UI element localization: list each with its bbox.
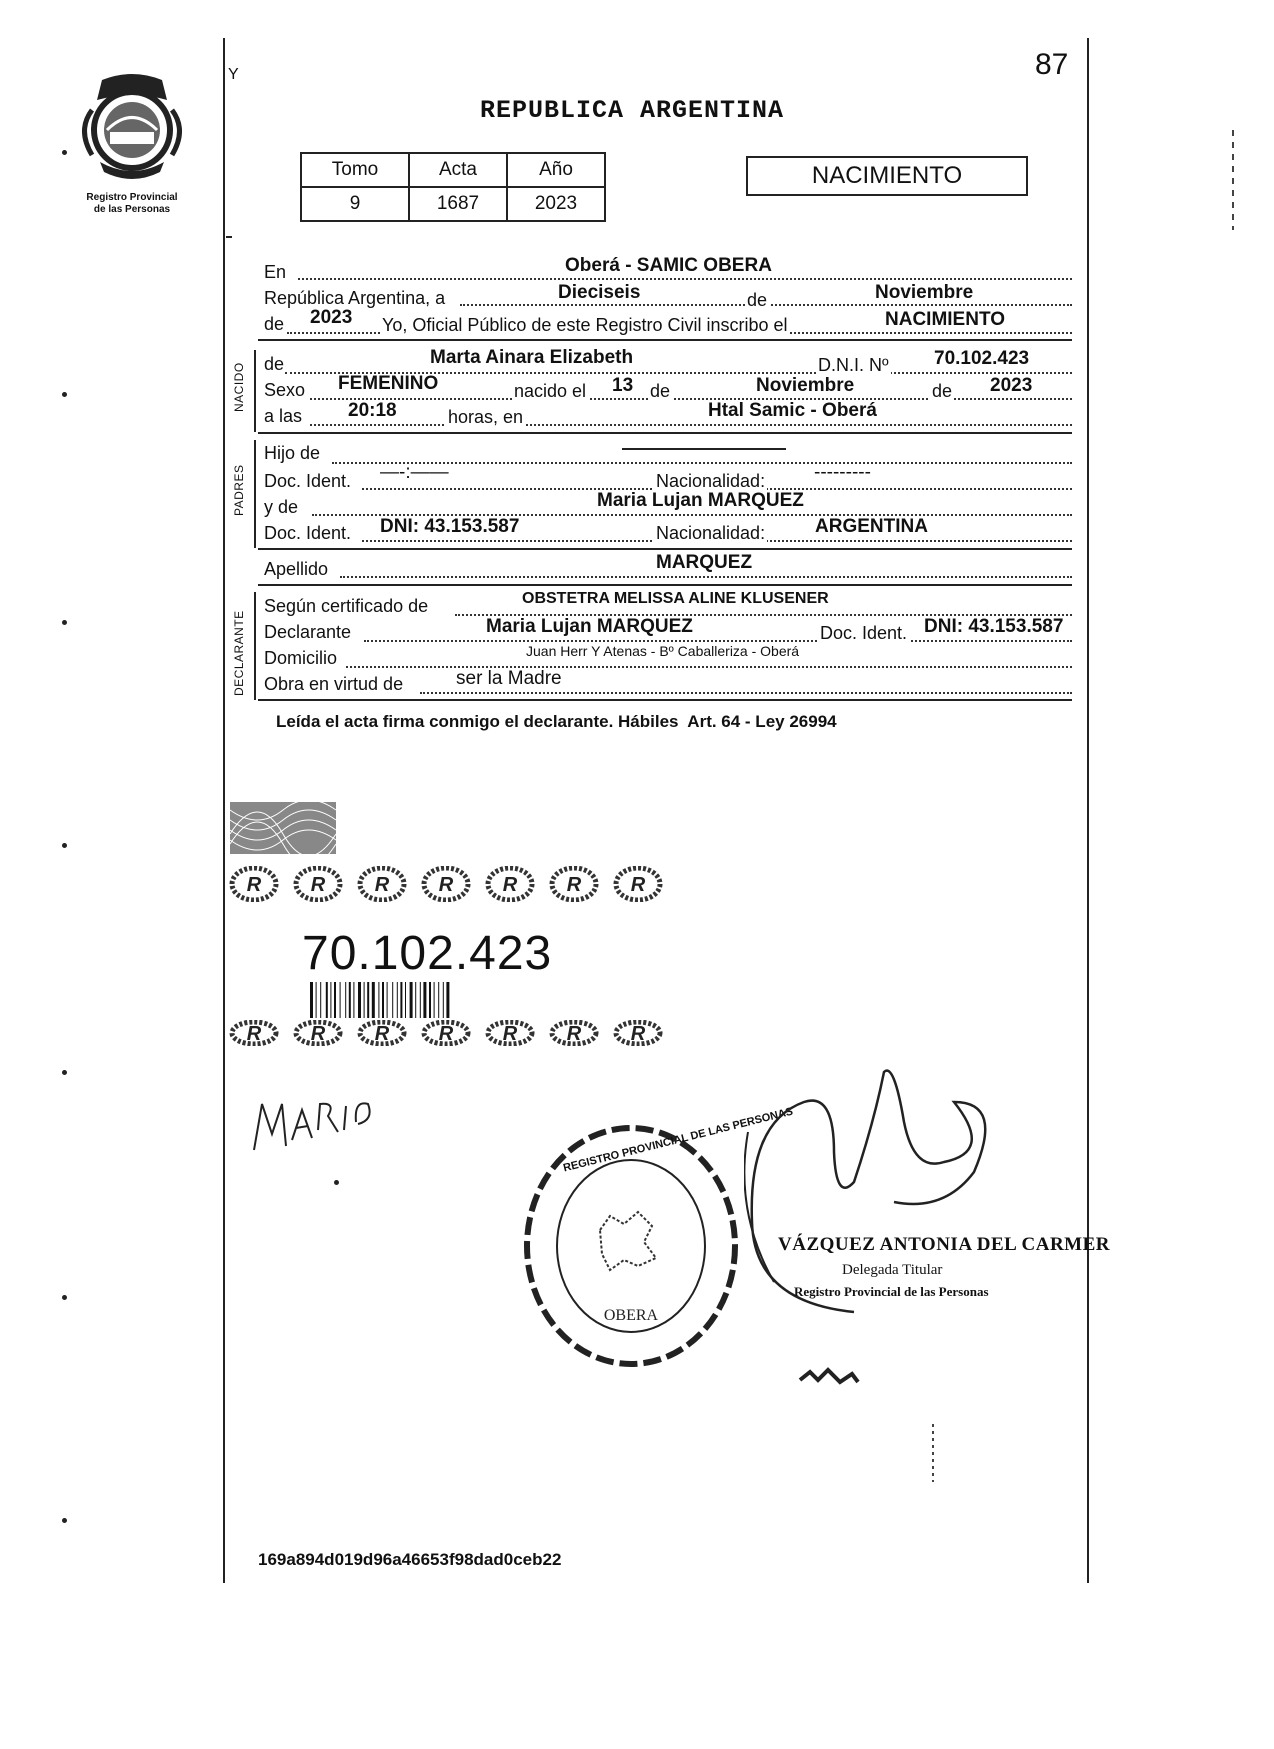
margin-dots bbox=[0, 0, 80, 1749]
r-mark: R bbox=[310, 1023, 326, 1045]
declarante-section-label: DECLARANTE bbox=[232, 610, 246, 696]
cert-label: Según certificado de bbox=[264, 596, 429, 616]
seal-center-text: OBERA bbox=[603, 1307, 659, 1324]
nacido-lugar: Htal Samic - Oberá bbox=[708, 400, 877, 421]
page-number: 87 bbox=[1035, 48, 1069, 81]
doc2-label: Doc. Ident. bbox=[264, 523, 352, 543]
anio-header: Año bbox=[507, 153, 605, 187]
vertical-mark bbox=[926, 1422, 940, 1484]
r-mark: R bbox=[374, 1023, 390, 1045]
r-pattern-icon bbox=[224, 866, 664, 902]
nacido-hora: 20:18 bbox=[348, 400, 397, 421]
official-seal bbox=[520, 1105, 795, 1372]
decl-doc-label: Doc. Ident. bbox=[820, 623, 908, 643]
r-pattern-icon bbox=[224, 1020, 664, 1046]
horas-en-label: horas, en bbox=[448, 407, 524, 427]
declarante-signature bbox=[246, 1090, 376, 1160]
security-emblem bbox=[228, 800, 338, 856]
hijo-de-label: Hijo de bbox=[264, 443, 321, 463]
barcode-icon bbox=[310, 982, 536, 1018]
intro-anio: 2023 bbox=[310, 307, 353, 328]
provincial-logo bbox=[72, 70, 192, 220]
nac1-value: --------- bbox=[814, 462, 871, 483]
en-label: En bbox=[264, 262, 287, 282]
corner-mark: Y bbox=[228, 66, 239, 83]
official-name: VÁZQUEZ ANTONIA DEL CARMER bbox=[778, 1234, 1111, 1255]
nac2-value: ARGENTINA bbox=[815, 516, 928, 537]
nacido-el-label: nacido el bbox=[514, 381, 587, 401]
r-mark: R bbox=[630, 874, 646, 896]
document-hash: 169a894d019d96a46653f98dad0ceb22 bbox=[258, 1550, 562, 1569]
official-title: Delegada Titular bbox=[842, 1262, 943, 1278]
declarante-nombre: Maria Lujan MARQUEZ bbox=[486, 616, 693, 637]
nacido-mes: Noviembre bbox=[756, 375, 855, 396]
a-las-label: a las bbox=[264, 406, 303, 426]
dni-label: D.N.I. Nº bbox=[818, 355, 889, 375]
acta-header: Acta bbox=[409, 153, 507, 187]
document-title: REPUBLICA ARGENTINA bbox=[480, 96, 785, 125]
republica-label: República Argentina, a bbox=[264, 288, 446, 308]
apellido-value: MARQUEZ bbox=[656, 552, 753, 573]
right-rule bbox=[1087, 38, 1089, 1583]
tomo-value: 9 bbox=[301, 187, 409, 221]
nacido-dia: 13 bbox=[612, 375, 634, 396]
doc1-label: Doc. Ident. bbox=[264, 471, 352, 491]
r-mark: R bbox=[566, 1023, 582, 1045]
intro-de2-label: de bbox=[264, 314, 285, 334]
oficial-text: Yo, Oficial Público de este Registro Civil inscribo el bbox=[382, 315, 788, 335]
r-mark: R bbox=[630, 1023, 646, 1045]
cert-value: OBSTETRA MELISSA ALINE KLUSENER bbox=[522, 590, 829, 607]
padres-section-label: PADRES bbox=[232, 464, 246, 516]
decl-doc-value: DNI: 43.153.587 bbox=[924, 616, 1064, 637]
nacido-de-label-3: de bbox=[932, 381, 953, 401]
nacido-nombre: Marta Ainara Elizabeth bbox=[430, 347, 634, 368]
r-mark: R bbox=[502, 874, 518, 896]
agency-line-1: Registro Provincial bbox=[86, 192, 178, 203]
sexo-label: Sexo bbox=[264, 380, 306, 400]
intro-tipo: NACIMIENTO bbox=[885, 309, 1005, 330]
edge-marks bbox=[1232, 130, 1234, 230]
intro-mes: Noviembre bbox=[875, 282, 974, 303]
apellido-label: Apellido bbox=[264, 559, 329, 579]
acta-value: 1687 bbox=[409, 187, 507, 221]
initials-mark bbox=[798, 1362, 868, 1392]
madre-nombre: Maria Lujan MARQUEZ bbox=[597, 490, 804, 511]
en-value: Oberá - SAMIC OBERA bbox=[565, 255, 772, 276]
tomo-header: Tomo bbox=[301, 153, 409, 187]
intro-dia: Dieciseis bbox=[558, 282, 641, 303]
barcode bbox=[310, 982, 536, 1018]
r-mark: R bbox=[502, 1023, 518, 1045]
acta-table bbox=[300, 152, 606, 222]
anio-value: 2023 bbox=[507, 187, 605, 221]
doc2-value: DNI: 43.153.587 bbox=[380, 516, 520, 537]
declarante-label: Declarante bbox=[264, 622, 352, 642]
r-mark: R bbox=[246, 1023, 262, 1045]
padre-blank-line bbox=[622, 448, 786, 450]
domicilio-value: Juan Herr Y Atenas - Bº Caballeriza - Oberá bbox=[526, 643, 800, 659]
record-type-box: NACIMIENTO bbox=[746, 156, 1028, 196]
r-mark: R bbox=[246, 874, 262, 896]
r-mark: R bbox=[438, 874, 454, 896]
security-strip-bottom bbox=[224, 1020, 664, 1046]
doc1-value: —-:—— bbox=[380, 462, 449, 483]
seal-ring-text: REGISTRO PROVINCIAL DE LAS PERSONAS bbox=[562, 1105, 795, 1175]
r-mark: R bbox=[310, 874, 326, 896]
r-mark: R bbox=[438, 1023, 454, 1045]
nacido-dni: 70.102.423 bbox=[934, 348, 1030, 369]
nacido-anio: 2023 bbox=[990, 375, 1033, 396]
official-agency: Registro Provincial de las Personas bbox=[794, 1284, 989, 1299]
nacido-de-label-2: de bbox=[650, 381, 671, 401]
nacido-de-label: de bbox=[264, 354, 285, 374]
official-signature bbox=[744, 1062, 1111, 1342]
sexo-value: FEMENINO bbox=[338, 373, 439, 394]
vertical-scribble-icon bbox=[926, 1422, 940, 1484]
initials-icon bbox=[798, 1362, 868, 1392]
r-mark: R bbox=[374, 874, 390, 896]
obra-value: ser la Madre bbox=[456, 668, 562, 689]
agency-line-2: de las Personas bbox=[93, 204, 171, 215]
nac2-label: Nacionalidad: bbox=[656, 523, 766, 543]
obra-label: Obra en virtud de bbox=[264, 674, 404, 694]
security-strip-top bbox=[224, 866, 664, 902]
r-mark: R bbox=[566, 874, 582, 896]
domicilio-label: Domicilio bbox=[264, 648, 338, 668]
misiones-seal-icon bbox=[72, 70, 192, 185]
left-rule bbox=[223, 38, 225, 1583]
security-id-number: 70.102.423 bbox=[302, 927, 553, 980]
leida-text: Leída el acta firma conmigo el declarante. Hábiles Art. 64 - Ley 26994 bbox=[276, 712, 837, 731]
y-de-label: y de bbox=[264, 497, 299, 517]
nac1-label: Nacionalidad: bbox=[656, 471, 766, 491]
nacido-section-label: NACIDO bbox=[232, 362, 246, 412]
guilloche-icon bbox=[228, 800, 338, 856]
signature-scribble-icon bbox=[744, 1062, 1044, 1342]
intro-de-label: de bbox=[747, 290, 768, 310]
